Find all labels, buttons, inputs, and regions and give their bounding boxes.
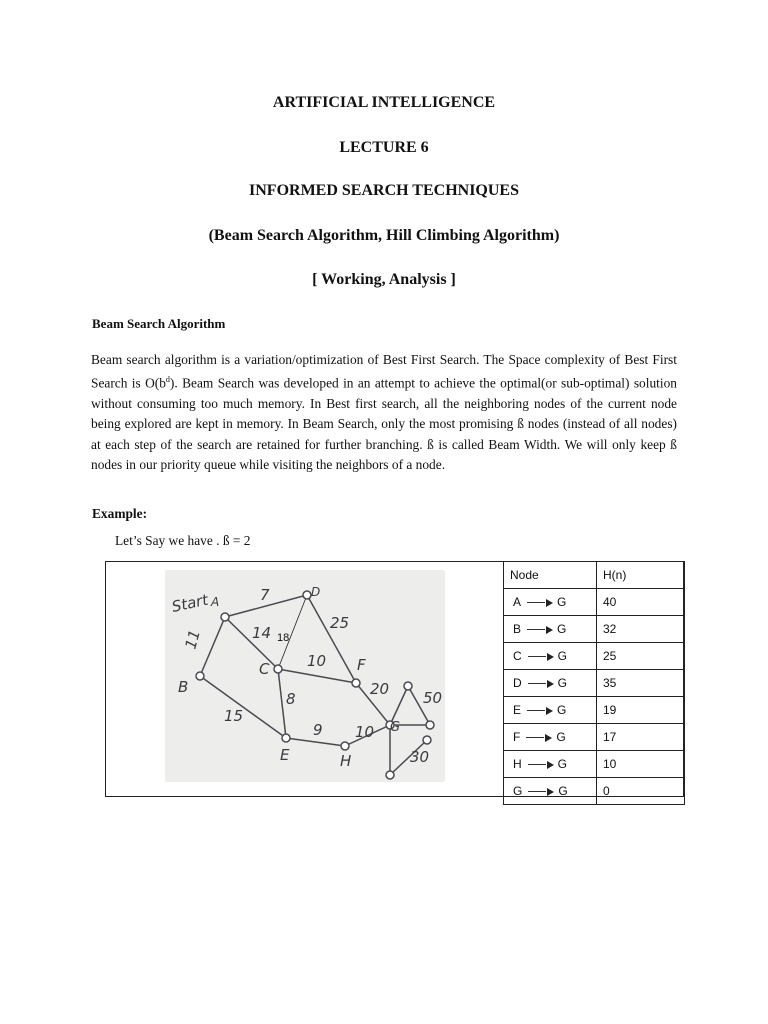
table-row (504, 751, 685, 778)
paragraph-text-start: Beam search algorithm is a variation/optimization of Best First Search. The Space complexity of Best First Search is O(b (91, 352, 677, 391)
edge-e-h (286, 738, 345, 746)
from-node: A (513, 595, 522, 609)
weight-c-f: 10 (307, 652, 327, 670)
node-cell (504, 616, 597, 643)
to-node: G (557, 595, 567, 609)
paragraph-text-end: ). Beam Search was developed in an attempt to achieve the optimal(or sub-optimal) solution without consuming too much memory. In Best first search, all the neighboring nodes of the current node being explored are kept in memory. In Beam Search, only the most promising ß nodes (instead of all nodes) at each step of the search are retained for further branching. ß is called Beam Width. We will only keep ß nodes in our priority queue while visiting the neighbors of a node. (91, 375, 677, 472)
header-hn: H(n) (597, 562, 685, 589)
edge-c-e (278, 669, 286, 738)
arrow-shaft-icon (528, 683, 546, 684)
arrow-right-icon (547, 680, 554, 688)
heuristic-value: 32 (597, 616, 685, 643)
search-graph (165, 570, 445, 782)
to-node: G (556, 730, 566, 744)
focus-title: [ Working, Analysis ] (312, 271, 456, 288)
node-l (423, 736, 431, 744)
label-d: D (311, 585, 321, 599)
edge-c-f (278, 669, 356, 683)
section-heading: Beam Search Algorithm (92, 316, 226, 331)
weight-d-f: 25 (330, 614, 350, 632)
node-h (341, 742, 349, 750)
weight-a-c: 14 (252, 624, 272, 642)
arrow-shaft-icon (526, 737, 544, 738)
arrow-shaft-icon (527, 602, 545, 603)
node-j (426, 721, 434, 729)
label-h: H (340, 752, 352, 770)
subtopic-title: (Beam Search Algorithm, Hill Climbing Algorithm) (208, 227, 560, 244)
label-start: Start (170, 590, 210, 616)
table-header-row (504, 562, 685, 589)
heuristic-value: 25 (597, 643, 685, 670)
table-row (504, 643, 685, 670)
weight-c-d: 18 (277, 632, 290, 644)
weight-h-g: 10 (355, 723, 375, 741)
node-cell (504, 670, 597, 697)
from-node: G (513, 784, 523, 798)
example-label: Example: (92, 506, 148, 521)
label-b: B (178, 678, 189, 696)
node-b (196, 672, 204, 680)
arrow-right-icon (546, 707, 553, 715)
table-row (504, 670, 685, 697)
heuristic-value: 40 (597, 589, 685, 616)
node-cell (504, 697, 597, 724)
arrow-right-icon (546, 599, 553, 607)
complexity-exponent: d (165, 375, 170, 385)
arrow-right-icon (547, 653, 554, 661)
from-node: B (513, 622, 522, 636)
from-node: E (513, 703, 522, 717)
arrow-right-icon (547, 761, 554, 769)
arrow-shaft-icon (527, 629, 545, 630)
weight-f-g: 20 (370, 680, 390, 698)
node-cell (504, 643, 597, 670)
arrow-right-icon (546, 626, 553, 634)
arrow-shaft-icon (527, 710, 545, 711)
course-title: ARTIFICIAL INTELLIGENCE (272, 94, 496, 111)
table-row (504, 589, 685, 616)
heuristic-value: 17 (597, 724, 685, 751)
arrow-shaft-icon (528, 656, 546, 657)
node-e (282, 734, 290, 742)
to-node: G (557, 649, 568, 663)
label-g: G (390, 720, 401, 735)
to-node: G (557, 676, 568, 690)
from-node: H (513, 757, 522, 771)
node-cell (504, 778, 597, 805)
heuristic-table (503, 561, 685, 805)
node-c (274, 665, 282, 673)
label-e: E (280, 746, 290, 764)
arrow-right-icon (547, 788, 554, 796)
label-c: C (259, 660, 270, 678)
to-node: G (557, 757, 568, 771)
arrow-shaft-icon (528, 764, 546, 765)
node-k (386, 771, 394, 779)
table-row (504, 697, 685, 724)
to-node: G (557, 703, 567, 717)
to-node: G (557, 622, 567, 636)
heuristic-value: 35 (597, 670, 685, 697)
to-node: G (558, 784, 568, 798)
heuristic-value: 0 (597, 778, 685, 805)
weight-a-d: 7 (260, 586, 270, 604)
weight-a-b: 11 (181, 627, 204, 652)
lecture-title: LECTURE 6 (339, 139, 429, 156)
example-beam-width: Let’s Say we have . ß = 2 (115, 533, 251, 548)
weight-e-h: 9 (313, 721, 323, 739)
arrow-right-icon (545, 734, 552, 742)
node-cell (504, 724, 597, 751)
arrow-shaft-icon (528, 791, 546, 792)
node-d (303, 591, 311, 599)
node-i (404, 682, 412, 690)
from-node: D (513, 676, 522, 690)
heuristic-value: 10 (597, 751, 685, 778)
beam-search-paragraph (91, 350, 677, 475)
table-row (504, 724, 685, 751)
from-node: F (513, 730, 521, 744)
weight-b-e: 15 (224, 707, 244, 725)
table-row (504, 616, 685, 643)
edge-a-b (200, 617, 225, 676)
weight-c-e: 8 (286, 690, 296, 708)
table-row (504, 778, 685, 805)
topic-title: INFORMED SEARCH TECHNIQUES (249, 182, 519, 199)
graph-photo (165, 570, 445, 782)
weight-g-j: 30 (410, 748, 430, 766)
node-a (221, 613, 229, 621)
heuristic-value: 19 (597, 697, 685, 724)
node-cell (504, 751, 597, 778)
header-node: Node (504, 562, 597, 589)
from-node: C (513, 649, 522, 663)
node-f (352, 679, 360, 687)
node-cell (504, 589, 597, 616)
weight-g-i: 50 (423, 689, 443, 707)
label-a: A (211, 595, 220, 609)
label-f: F (357, 656, 366, 674)
